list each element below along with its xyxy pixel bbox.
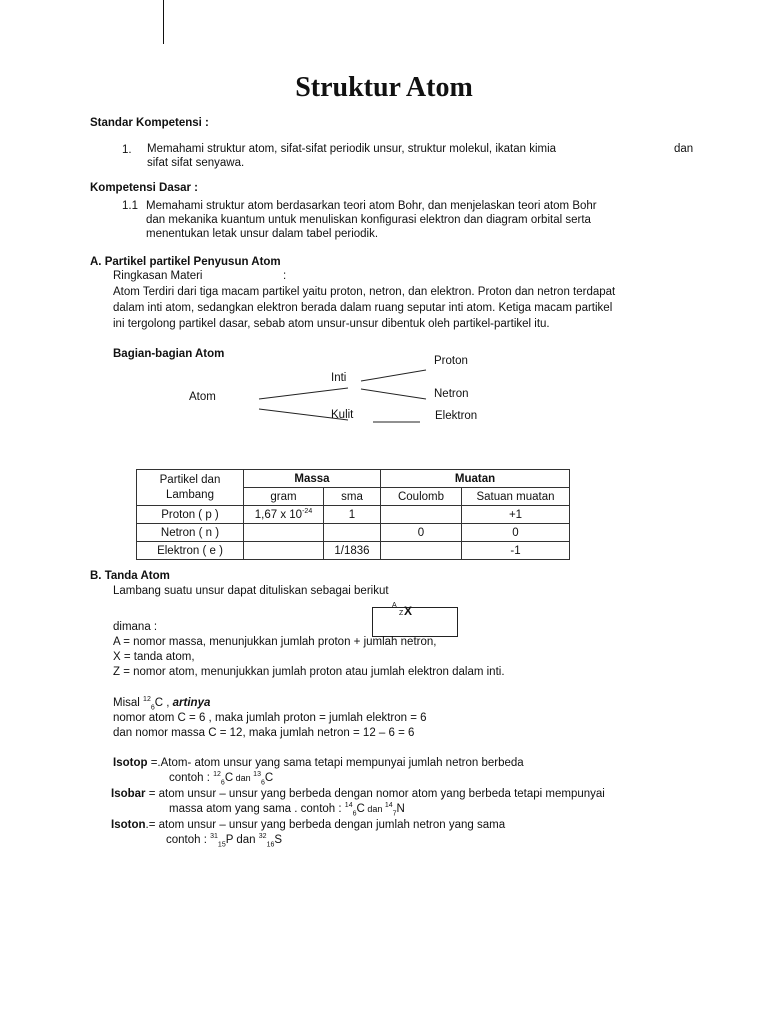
isoton-def: .= atom unsur – unsur yang berbeda dengan jumlah netron yang sama	[145, 819, 506, 831]
section-a-heading: A. Partikel partikel Penyusun Atom	[90, 256, 281, 268]
th-muatan: Muatan	[381, 470, 570, 488]
isoton-e1-atomic: 15	[217, 841, 226, 849]
isoton-e2-atomic: 16	[266, 841, 275, 849]
box-x: X	[404, 604, 413, 618]
th-satuan: Satuan muatan	[462, 488, 570, 506]
atom-notation-box	[372, 607, 458, 637]
th-partikel-2: Lambang	[166, 488, 214, 501]
table-row	[137, 542, 570, 560]
cell-satuan: -1	[462, 542, 570, 560]
misal-mass: 12	[143, 696, 151, 704]
isotop-dan: dan	[233, 773, 254, 783]
ringkasan-label: Ringkasan Materi	[113, 270, 203, 282]
isoton-e1: P dan	[225, 834, 256, 846]
section-a-para-1: Atom Terdiri dari tiga macam partikel yaitu proton, netron, dan elektron. Proton dan netron terdapat	[113, 286, 616, 298]
cell-name: Proton ( p )	[137, 506, 244, 524]
misal-element: C ,	[154, 697, 170, 709]
box-a: A	[392, 602, 397, 609]
line-inti-netron	[361, 389, 426, 399]
bagian-heading: Bagian-bagian Atom	[113, 348, 225, 360]
misal-label: Misal	[113, 697, 140, 709]
isoton-e1-mass: 31	[210, 833, 218, 841]
cell-coulomb: 0	[381, 524, 462, 542]
cell-name: Netron ( n )	[137, 524, 244, 542]
section-b-heading: B. Tanda Atom	[90, 570, 170, 582]
def-a: A = nomor massa, menunjukkan jumlah proton + jumlah netron,	[113, 636, 437, 648]
kompetensi-line3: menentukan letak unsur dalam tabel periodik.	[146, 228, 379, 240]
isoton-term: Isoton	[111, 819, 146, 831]
artinya: artinya	[172, 697, 211, 709]
diagram-netron: Netron	[434, 388, 469, 400]
section-a-para-3: ini tergolong partikel dasar, sebab atom unsur-unsur dibentuk oleh partikel-partikel itu.	[113, 318, 550, 330]
isotop-e2-mass: 13	[253, 771, 261, 779]
th-partikel	[137, 470, 244, 506]
isobar-e1-atomic: 6	[352, 810, 357, 818]
cell-gram	[244, 542, 324, 560]
cell-coulomb	[381, 542, 462, 560]
table-row	[137, 506, 570, 524]
isobar-example	[169, 802, 405, 818]
isotop-e1: C	[224, 772, 234, 784]
kompetensi-num: 1.1	[122, 200, 138, 212]
cell-sma: 1	[324, 506, 381, 524]
ringkasan-colon: :	[283, 270, 287, 282]
th-partikel-1: Partikel dan	[159, 473, 221, 486]
nomor-massa-line: dan nomor massa C = 12, maka jumlah netron = 12 – 6 = 6	[113, 727, 415, 739]
diagram-proton: Proton	[434, 355, 468, 367]
isobar-line	[111, 788, 605, 800]
th-gram: gram	[244, 488, 324, 506]
nomor-atom-line: nomor atom C = 6 , maka jumlah proton = jumlah elektron = 6	[113, 712, 427, 724]
standar-heading: Standar Kompetensi :	[90, 117, 209, 129]
def-x: X = tanda atom,	[113, 651, 195, 663]
cell-sma: 1/1836	[324, 542, 381, 560]
isotop-term: Isotop	[113, 757, 148, 769]
th-sma: sma	[324, 488, 381, 506]
isoton-e2-mass: 32	[258, 833, 267, 841]
isotop-line	[113, 757, 524, 769]
isobar-e2-atomic: 7	[392, 810, 397, 818]
isotop-e1-atomic: 6	[220, 779, 225, 787]
isotop-contoh: contoh :	[169, 772, 210, 784]
diagram-elektron: Elektron	[435, 410, 478, 422]
isotop-def: =.Atom- atom unsur yang sama tetapi mempunyai jumlah netron berbeda	[147, 757, 524, 769]
th-coulomb: Coulomb	[381, 488, 462, 506]
isobar-dan: dan	[364, 804, 385, 814]
section-a-para-2: dalam inti atom, sedangkan elektron berada dalam ruang seputar inti atom. Ketiga macam partikel	[113, 302, 613, 314]
line-atom-inti	[259, 388, 348, 399]
misal-line	[113, 696, 211, 712]
page-title: Struktur Atom	[295, 72, 473, 103]
cell-gram	[244, 524, 324, 542]
diagram-atom: Atom	[189, 391, 216, 403]
isobar-e1-mass: 14	[344, 802, 353, 810]
dimana: dimana :	[113, 621, 158, 633]
isoton-line	[111, 819, 505, 831]
standar-num: 1.	[122, 144, 132, 156]
cell-gram-base: 1,67 x 10	[254, 508, 303, 521]
kompetensi-line1: Memahami struktur atom berdasarkan teori atom Bohr, dan menjelaskan teori atom Bohr	[146, 200, 597, 212]
cell-gram	[244, 506, 324, 524]
isotop-example	[169, 771, 274, 787]
kompetensi-heading: Kompetensi Dasar :	[90, 182, 199, 194]
isobar-e2-mass: 14	[384, 802, 393, 810]
line-inti-proton	[361, 370, 426, 381]
cell-gram-exp: -24	[302, 507, 313, 515]
kompetensi-line2: dan mekanika kuantum untuk menuliskan konfigurasi elektron dan diagram orbital serta	[146, 214, 591, 226]
def-z: Z = nomor atom, menunjukkan jumlah proton atau jumlah elektron dalam inti.	[113, 666, 505, 678]
standar-line1-end: dan	[674, 143, 694, 155]
isotop-e2-atomic: 6	[260, 779, 265, 787]
cell-name: Elektron ( e )	[137, 542, 244, 560]
cell-coulomb	[381, 506, 462, 524]
diagram-kulit: Kulit	[331, 409, 354, 421]
isobar-def2: massa atom yang sama . contoh :	[169, 803, 342, 815]
isotop-e1-mass: 12	[213, 771, 221, 779]
box-z: Z	[399, 610, 404, 617]
cell-satuan: 0	[462, 524, 570, 542]
diagram-inti: Inti	[331, 372, 347, 384]
cell-satuan: +1	[462, 506, 570, 524]
section-b-intro: Lambang suatu unsur dapat dituliskan sebagai berikut	[113, 585, 389, 597]
particle-table	[136, 469, 570, 560]
isobar-def: = atom unsur – unsur yang berbeda dengan nomor atom yang berbeda tetapi mempunyai	[145, 788, 605, 800]
isobar-e1: C	[356, 803, 365, 815]
standar-line1: Memahami struktur atom, sifat-sifat periodik unsur, struktur molekul, ikatan kimia	[147, 143, 557, 155]
isotop-e2: C	[264, 772, 274, 784]
th-massa: Massa	[244, 470, 381, 488]
isobar-term: Isobar	[111, 788, 146, 800]
misal-atomic: 6	[150, 704, 155, 712]
isoton-contoh: contoh :	[166, 834, 207, 846]
table-row	[137, 524, 570, 542]
isoton-example	[166, 833, 283, 849]
isobar-e2: N	[396, 803, 405, 815]
standar-line2: sifat sifat senyawa.	[147, 157, 245, 169]
cell-sma	[324, 524, 381, 542]
isoton-e2: S	[274, 834, 283, 846]
